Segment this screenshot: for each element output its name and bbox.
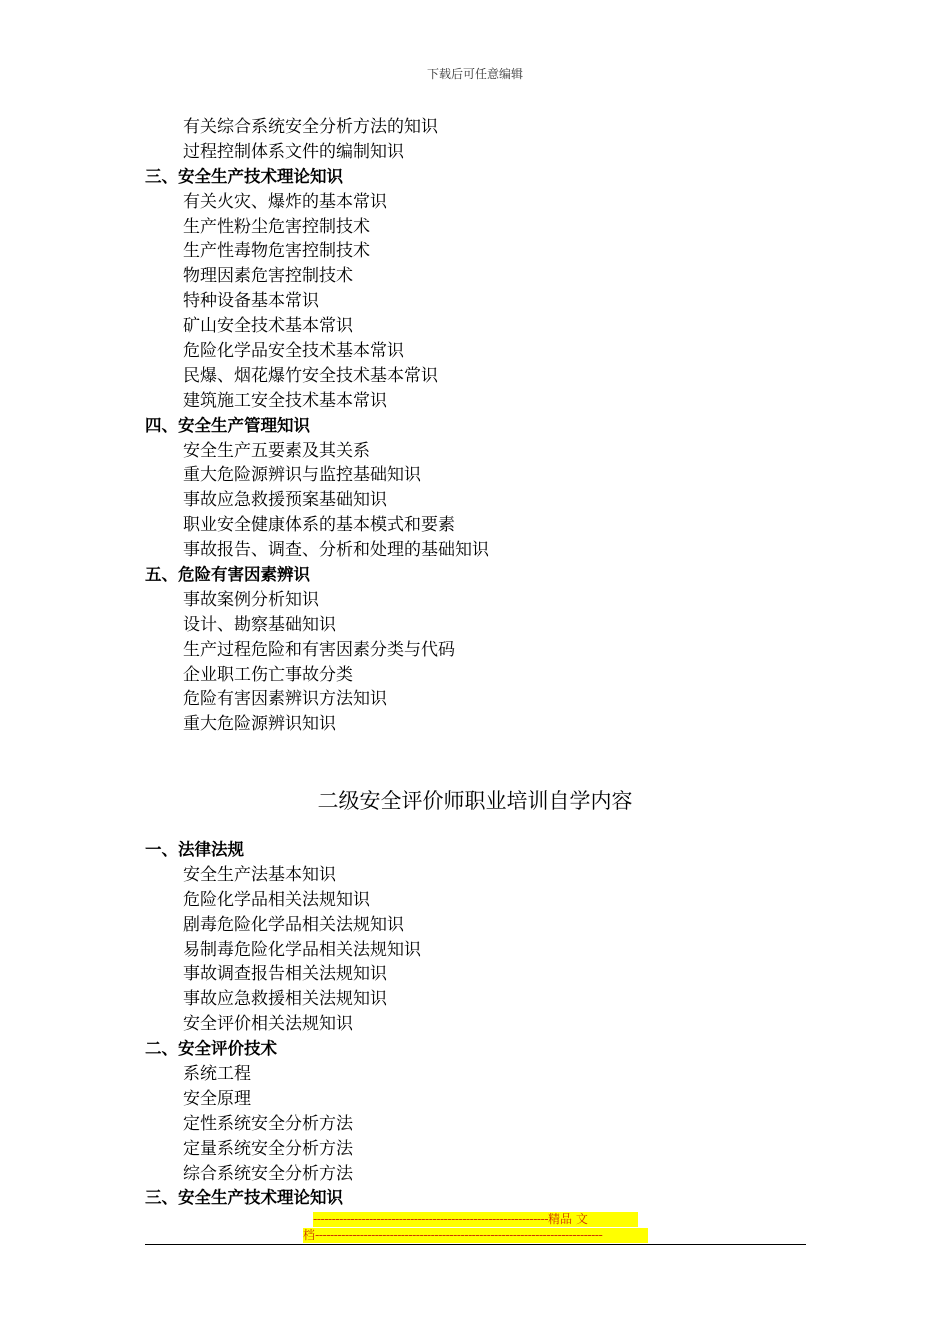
section-item: 事故案例分析知识 (183, 589, 319, 610)
section-item: 定量系统安全分析方法 (183, 1138, 353, 1159)
section-item: 有关火灾、爆炸的基本常识 (183, 191, 387, 212)
section-item: 系统工程 (183, 1064, 251, 1085)
section-item: 设计、勘察基础知识 (183, 614, 336, 635)
footer-rule (145, 1244, 806, 1245)
bottom-section (145, 838, 845, 1211)
section-item: 企业职工伤亡事故分类 (183, 664, 353, 685)
section-item: 物理因素危害控制技术 (183, 266, 353, 287)
section-item: 安全原理 (183, 1088, 251, 1109)
section-item: 职业安全健康体系的基本模式和要素 (183, 515, 455, 536)
page-title: 二级安全评价师职业培训自学内容 (317, 789, 633, 813)
section-item: 有关综合系统安全分析方法的知识 (183, 117, 438, 137)
section-item: 重大危险源辨识知识 (183, 714, 336, 735)
section-item: 事故调查报告相关法规知识 (183, 964, 387, 985)
section-item: 易制毒危险化学品相关法规知识 (183, 939, 421, 960)
section-item: 危险化学品安全技术基本常识 (183, 341, 404, 362)
footer-label-2: 档 (303, 1228, 316, 1242)
section-item: 危险化学品相关法规知识 (183, 889, 370, 910)
footer-dashes-1: --------------------------------------------------------------- (313, 1212, 548, 1226)
section-item: 重大危险源辨识与监控基础知识 (183, 465, 421, 486)
section-item: 安全评价相关法规知识 (183, 1014, 353, 1035)
section-item: 事故应急救援相关法规知识 (183, 989, 387, 1010)
top-section (145, 115, 845, 737)
section-item: 定性系统安全分析方法 (183, 1113, 353, 1134)
section-item: 建筑施工安全技术基本常识 (183, 390, 387, 411)
section-item: 特种设备基本常识 (183, 291, 319, 312)
section-heading: 二、安全评价技术 (145, 1039, 277, 1059)
section-item: 生产性粉尘危害控制技术 (183, 216, 370, 237)
section-heading: 五、危险有害因素辨识 (145, 565, 310, 585)
footer-highlight-line-1 (313, 1212, 638, 1227)
section-item: 剧毒危险化学品相关法规知识 (183, 914, 404, 935)
footer-label-1: 精品 文 (548, 1212, 588, 1226)
section-heading: 四、安全生产管理知识 (145, 415, 310, 435)
section-item: 矿山安全技术基本常识 (183, 316, 353, 337)
section-item: 安全生产法基本知识 (183, 864, 336, 885)
section-item: 生产过程危险和有害因素分类与代码 (183, 639, 455, 660)
header-note: 下载后可任意编辑 (426, 67, 523, 81)
section-item: 安全生产五要素及其关系 (183, 440, 370, 461)
section-item: 过程控制体系文件的编制知识 (183, 141, 404, 162)
section-heading: 三、安全生产技术理论知识 (145, 1188, 343, 1208)
section-item: 生产性毒物危害控制技术 (183, 241, 370, 262)
section-heading: 一、法律法规 (145, 840, 244, 859)
section-item: 事故报告、调查、分析和处理的基础知识 (183, 540, 489, 561)
section-item: 民爆、烟花爆竹安全技术基本常识 (183, 365, 438, 386)
section-heading: 三、安全生产技术理论知识 (145, 166, 343, 186)
footer-highlight-line-2 (303, 1228, 648, 1243)
section-item: 事故应急救援预案基础知识 (183, 490, 387, 511)
section-item: 危险有害因素辨识方法知识 (183, 689, 387, 710)
section-item: 综合系统安全分析方法 (183, 1163, 353, 1184)
footer-dashes-2: ----------------------------------------------------------------------------- (315, 1228, 603, 1242)
